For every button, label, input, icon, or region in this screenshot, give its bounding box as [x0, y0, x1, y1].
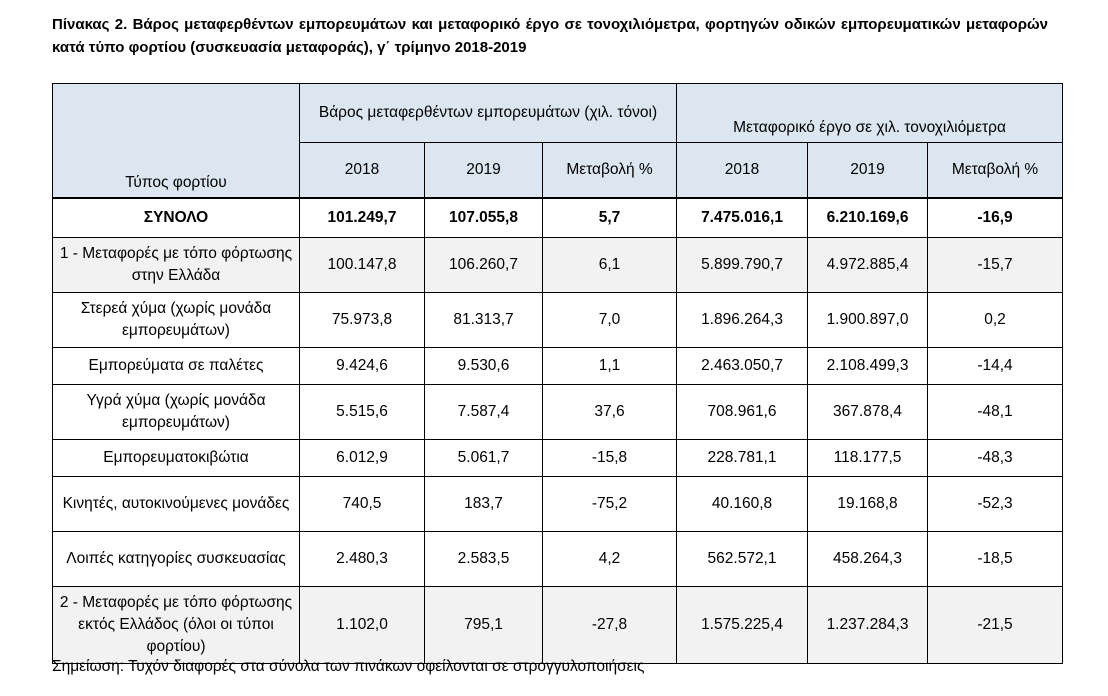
header-row-groups [53, 84, 1063, 143]
row-label: 1 - Μεταφορές με τόπο φόρτωσης στην Ελλάδα [53, 238, 300, 293]
cell-t2018: 1.896.264,3 [677, 293, 808, 348]
cell-t2019: 19.168,8 [808, 477, 928, 532]
cell-w2019: 183,7 [425, 477, 543, 532]
cell-w2019: 107.055,8 [425, 198, 543, 238]
cell-t2019: 6.210.169,6 [808, 198, 928, 238]
cell-wchg: 4,2 [543, 532, 677, 587]
table-row [53, 238, 1063, 293]
cell-tchg: -48,3 [928, 440, 1063, 477]
cell-t2019: 1.237.284,3 [808, 587, 928, 664]
row-label: Λοιπές κατηγορίες συσκευασίας [53, 532, 300, 587]
cell-tchg: -52,3 [928, 477, 1063, 532]
cell-wchg: 6,1 [543, 238, 677, 293]
cell-w2019: 106.260,7 [425, 238, 543, 293]
cell-tchg: -16,9 [928, 198, 1063, 238]
row-label: Κινητές, αυτοκινούμενες μονάδες [53, 477, 300, 532]
cell-wchg: 5,7 [543, 198, 677, 238]
cell-t2018: 2.463.050,7 [677, 348, 808, 385]
table-row [53, 477, 1063, 532]
row-label: Στερεά χύμα (χωρίς μονάδα εμπορευμάτων) [53, 293, 300, 348]
cell-w2018: 9.424,6 [300, 348, 425, 385]
cell-wchg: -27,8 [543, 587, 677, 664]
table-row [53, 532, 1063, 587]
table-row [53, 348, 1063, 385]
header-t-change: Μεταβολή % [928, 143, 1063, 199]
cell-wchg: 37,6 [543, 385, 677, 440]
table-row [53, 293, 1063, 348]
row-label: Υγρά χύμα (χωρίς μονάδα εμπορευμάτων) [53, 385, 300, 440]
cell-w2018: 740,5 [300, 477, 425, 532]
cell-tchg: -48,1 [928, 385, 1063, 440]
cell-t2018: 562.572,1 [677, 532, 808, 587]
cell-t2019: 4.972.885,4 [808, 238, 928, 293]
table-row-total [53, 198, 1063, 238]
cell-w2019: 795,1 [425, 587, 543, 664]
cell-t2018: 1.575.225,4 [677, 587, 808, 664]
cell-t2018: 5.899.790,7 [677, 238, 808, 293]
cell-w2019: 81.313,7 [425, 293, 543, 348]
table-row [53, 587, 1063, 664]
row-label: ΣΥΝΟΛΟ [53, 198, 300, 238]
header-w-2018: 2018 [300, 143, 425, 199]
cell-t2018: 40.160,8 [677, 477, 808, 532]
cell-w2019: 7.587,4 [425, 385, 543, 440]
cell-tchg: -21,5 [928, 587, 1063, 664]
footnote: Σημείωση: Τυχόν διαφορές στα σύνολα των πινάκων οφείλονται σε στρογγυλοποιήσεις [52, 658, 645, 675]
cell-wchg: 7,0 [543, 293, 677, 348]
header-w-2019: 2019 [425, 143, 543, 199]
cell-w2018: 2.480,3 [300, 532, 425, 587]
cell-w2018: 101.249,7 [300, 198, 425, 238]
header-group-weight: Βάρος μεταφερθέντων εμπορευμάτων (χιλ. τόνοι) [300, 84, 677, 143]
table-row [53, 440, 1063, 477]
row-label: 2 - Μεταφορές με τόπο φόρτωσης εκτός Ελλάδος (όλοι οι τύποι φορτίου) [53, 587, 300, 664]
cell-tchg: -18,5 [928, 532, 1063, 587]
row-label: Εμπορευματοκιβώτια [53, 440, 300, 477]
cell-w2018: 75.973,8 [300, 293, 425, 348]
cell-w2019: 2.583,5 [425, 532, 543, 587]
header-t-2018: 2018 [677, 143, 808, 199]
cell-wchg: 1,1 [543, 348, 677, 385]
cell-w2019: 5.061,7 [425, 440, 543, 477]
cell-tchg: -14,4 [928, 348, 1063, 385]
header-type: Τύπος φορτίου [53, 84, 300, 199]
cell-wchg: -75,2 [543, 477, 677, 532]
cell-t2018: 708.961,6 [677, 385, 808, 440]
cell-wchg: -15,8 [543, 440, 677, 477]
cell-w2018: 6.012,9 [300, 440, 425, 477]
header-w-change: Μεταβολή % [543, 143, 677, 199]
cell-w2018: 100.147,8 [300, 238, 425, 293]
cell-t2019: 458.264,3 [808, 532, 928, 587]
cell-t2019: 367.878,4 [808, 385, 928, 440]
cell-t2019: 118.177,5 [808, 440, 928, 477]
header-t-2019: 2019 [808, 143, 928, 199]
cell-tchg: 0,2 [928, 293, 1063, 348]
cell-tchg: -15,7 [928, 238, 1063, 293]
header-group-tonkm: Μεταφορικό έργο σε χιλ. τονοχιλιόμετρα [677, 84, 1063, 143]
cell-w2019: 9.530,6 [425, 348, 543, 385]
data-table [52, 83, 1063, 664]
cell-t2019: 2.108.499,3 [808, 348, 928, 385]
row-label: Εμπορεύματα σε παλέτες [53, 348, 300, 385]
cell-w2018: 1.102,0 [300, 587, 425, 664]
cell-w2018: 5.515,6 [300, 385, 425, 440]
cell-t2018: 7.475.016,1 [677, 198, 808, 238]
cell-t2018: 228.781,1 [677, 440, 808, 477]
table-title: Πίνακας 2. Βάρος μεταφερθέντων εμπορευμάτων και μεταφορικό έργο σε τονοχιλιόμετρα, φορτηγών οδικών εμπορευματικών μεταφορών κατά τύπο φορτίου (συσκευασία μεταφοράς), γ΄ τρίμηνο 2018-2019 [52, 16, 1048, 56]
table-row [53, 385, 1063, 440]
cell-t2019: 1.900.897,0 [808, 293, 928, 348]
